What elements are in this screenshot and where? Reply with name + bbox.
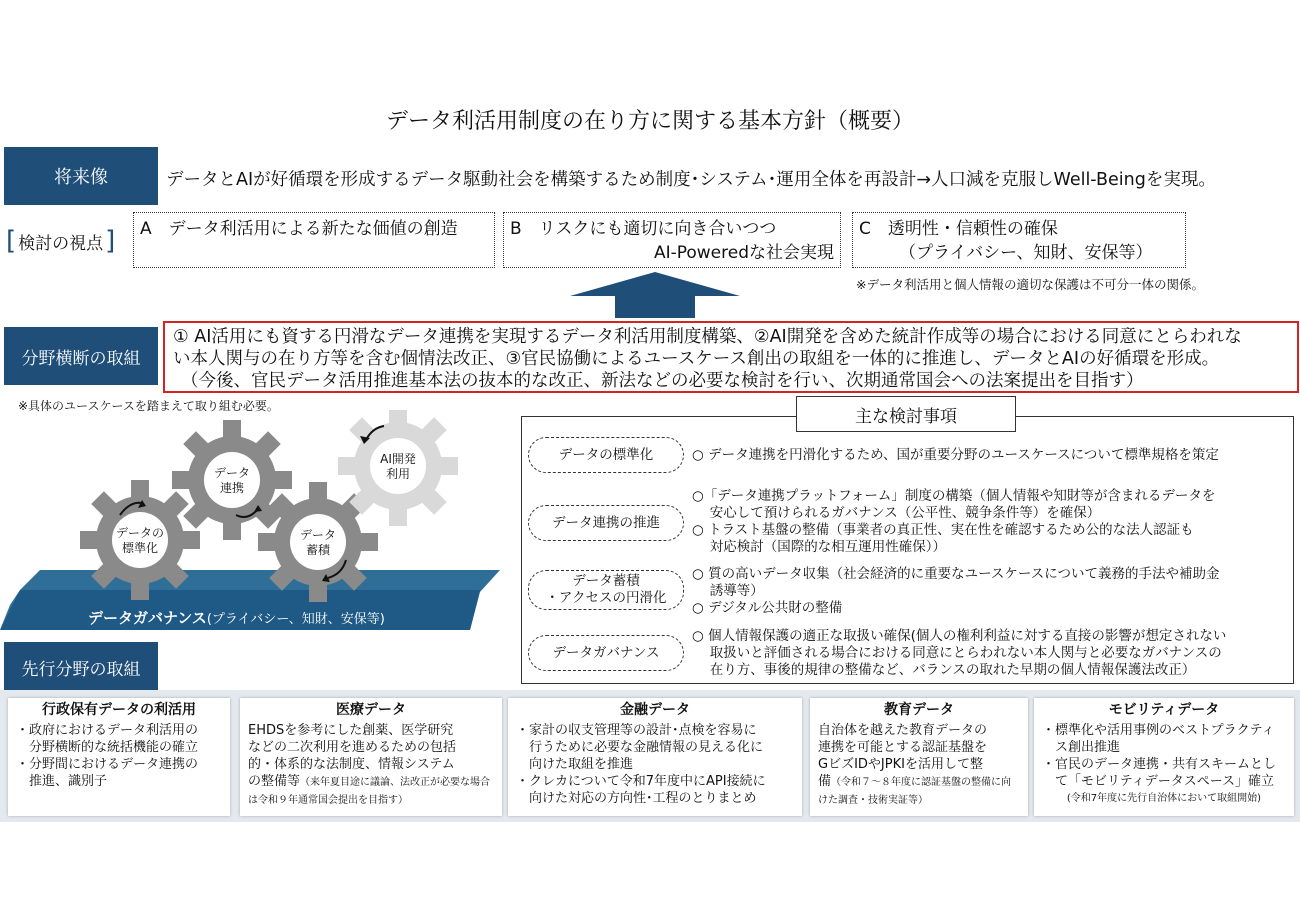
governance-base-sub: (プライバシー、知財、安保等) [206,612,385,627]
cross-note: ※具体のユースケースを踏まえて取り組む必要。 [18,399,279,413]
card-line: ス創出推進 [1042,740,1121,755]
perspective-c [852,212,1186,268]
perspective-a-text: A データ利活用による新たな価値の創造 [140,219,458,239]
perspective-b [503,212,841,268]
perspective-b-line1: B リスクにも適切に向き合いつつ [510,219,777,239]
item-governance [692,628,1226,679]
item-linkage [692,488,1215,556]
leading-label-text: 先行分野の取組 [21,659,141,680]
left-bracket-icon: [ [6,226,17,256]
perspectives-label-text: 検討の視点 [18,233,104,254]
right-bracket-icon: ] [105,226,116,256]
perspective-c-line1: C 透明性・信頼性の確保 [859,219,1058,239]
pill-accumulation-text: データ蓄積 ・アクセスの円滑化 [545,573,667,606]
item-accumulation [692,566,1219,617]
perspective-c-line2: （プライバシー、知財、安保等） [899,243,1153,263]
card-line: 分野横断的な統括機能の確立 [16,740,199,755]
card-line-with-note [818,773,1020,809]
perspective-note: ※データ利活用と個人情報の適切な保護は不可分一体の関係。 [856,277,1204,292]
pill-accumulation [528,570,684,610]
perspective-b-line2: AI-Poweredな社会実現 [653,243,834,263]
card-line: 的・体系的な法制度、情報システム [248,757,455,772]
main-items-header-text: 主な検討事項 [855,406,957,427]
card-line: の整備等 [248,774,301,789]
card-line: 推進、識別子 [16,774,108,789]
card-education-data [810,698,1028,816]
card-line-with-note [248,773,494,809]
card-line: 行うために必要な金融情報の見える化に [516,740,764,755]
governance-base-label [88,607,385,628]
card-line: 向けた取組を推進 [516,757,634,772]
card-finance-data [508,698,802,816]
gear-label-linkage: データ 連携 [213,466,250,495]
card-note: （令和７～８年度に認証基盤の整備に向けた調査・技術実証等） [818,777,1012,806]
gear-label-ai: AI開発 利用 [380,452,416,481]
cross-label [4,327,158,385]
card-mobility-data [1034,698,1294,816]
card-line: などの二次利用を進めるための包括 [248,740,457,755]
card-note: （来年夏目途に議論、法改正が必要な場合は令和９年通常国会提出を目指す） [248,777,491,806]
cross-line3: （今後、官民データ活用推進基本法の抜本的な改正、新法などの必要な検討を行い、次期通常国会への法案提出を目指す） [181,371,1144,391]
page-title: データ利活用制度の在り方に関する基本方針（概要） [385,109,914,134]
main-items-header [796,396,1016,432]
future-text: データとAIが好循環を形成するデータ駆動社会を構築するため制度･システム･運用全体を再設計→人口減を克服しWell-Beingを実現。 [166,170,1216,190]
card-line: ・官民のデータ連携・共有スキームとし [1042,757,1277,772]
card-line: ・政府におけるデータ利活用の [16,723,199,738]
card-line: GビズIDやJPKIを活用して整 [818,757,983,772]
item-line: ○「データ連携プラットフォーム」制度の構築（個人情報や知財等が含まれるデータを [692,488,1216,504]
item-line: ○ トラスト基盤の整備（事業者の真正性、実在性を確認するため公的な法人認証も [692,522,1194,538]
future-label-text: 将来像 [54,167,108,188]
pill-governance [528,635,684,671]
card-line: 自治体を越えた教育データの [818,723,988,738]
gear-label-accumulation: データ 蓄積 [299,528,336,557]
card-title: 金融データ [620,702,690,718]
pill-standardization-text: データの標準化 [558,446,654,463]
item-standardization [692,447,1219,464]
item-line: 在り方、事後的規律の整備など、バランスの取れた早期の個人情報保護法改正） [692,662,1196,678]
cross-label-text: 分野横断の取組 [21,348,141,369]
cross-content [163,321,1299,393]
card-note: (令和7年度に先行自治体において取組開始) [1066,793,1262,804]
item-line: ○ デジタル公共財の整備 [692,600,843,616]
card-line: ・家計の収支管理等の設計･点検を容易に [516,723,757,738]
pill-standardization [528,437,684,473]
card-line: ・分野間におけるデータ連携の [16,757,199,772]
item-line: ○ 個人情報保護の適正な取扱い確保(個人の権利利益に対する直接の影響が想定されない [692,628,1227,644]
item-line: 安心して預けられるガバナンス（公平性、競争条件等）を確保） [692,505,1101,521]
card-line: 向けた対応の方向性･工程のとりまとめ [516,791,757,806]
card-title: モビリティデータ [1108,702,1220,718]
item-line: 取扱いと評価される場合における同意にとらわれない本人関与と必要なガバナンスの [692,645,1222,661]
item-line: ○ 質の高いデータ収集（社会経済的に重要なユースケースについて義務的手法や補助金 [692,566,1220,582]
card-title: 医療データ [336,702,406,718]
pill-linkage [528,505,684,541]
card-line: 備 [818,774,832,789]
pill-governance-text: データガバナンス [552,644,660,661]
card-line: ・クレカについて令和7年度中にAPI接続に [516,774,766,789]
item-line: 誘導等） [692,583,764,599]
card-admin-data [8,698,230,816]
pill-linkage-text: データ連携の推進 [552,514,660,531]
up-arrow-icon [570,272,740,318]
card-title: 教育データ [884,702,954,718]
governance-base-main: データガバナンス [88,609,207,627]
cross-line2: い本人関与の在り方等を含む個情法改正、③官民協働によるユースケース創出の取組を一体的に推進し、データとAIの好循環を形成。 [173,349,1220,369]
gear-label-standardization: データの 標準化 [115,526,164,555]
item-line: 対応検討（国際的な相互運用性確保）） [692,539,947,555]
item-line: ○ データ連携を円滑化するため、国が重要分野のユースケースについて標準規格を策定 [692,447,1219,463]
card-line: EHDSを参考にした創薬、医学研究 [248,723,454,738]
card-line: ・標準化や活用事例のベストプラクティ [1042,723,1275,738]
cross-line1: ① AI活用にも資する円滑なデータ連携を実現するデータ利活用制度構築、②AI開発を含めた統計作成等の場合における同意にとらわれな [173,327,1242,347]
future-label [4,147,158,205]
card-title: 行政保有データの利活用 [42,702,196,718]
card-line: て「モビリティデータスペース」確立 [1042,774,1275,789]
perspective-a [133,212,495,268]
perspectives-label [6,222,130,260]
card-line: 連携を可能とする認証基盤を [818,740,988,755]
leading-label [4,642,158,692]
card-medical-data [240,698,502,816]
